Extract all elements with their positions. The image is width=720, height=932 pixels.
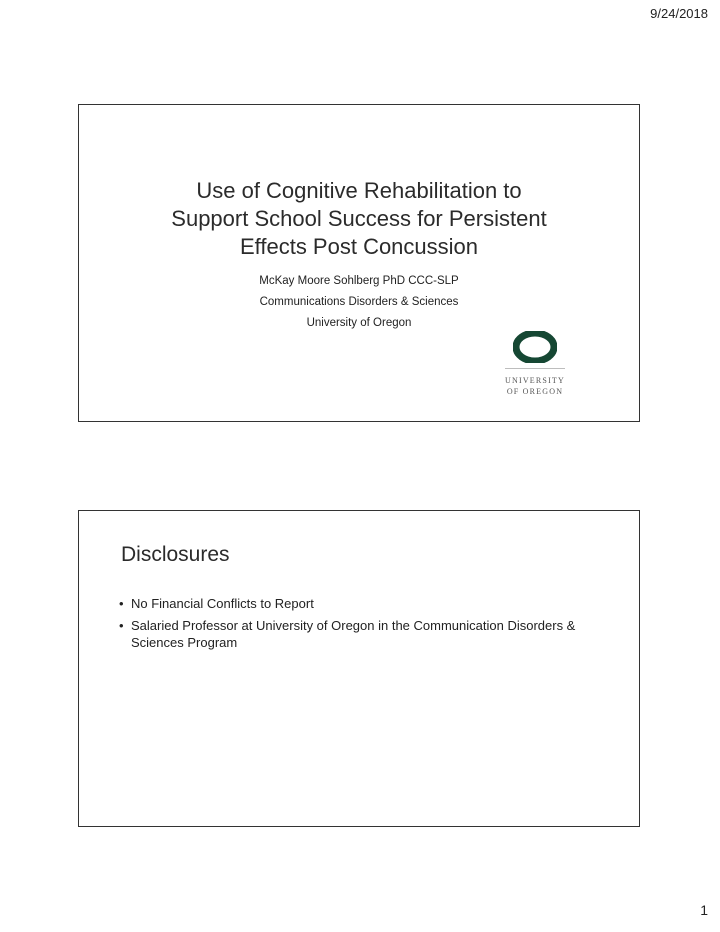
slide-title-line: Use of Cognitive Rehabilitation to (196, 178, 522, 203)
list-item (119, 617, 589, 651)
department-name: Communications Disorders & Sciences (259, 296, 459, 308)
slide-title (79, 177, 639, 261)
logo-text-line: UNIVERSITY (505, 376, 565, 385)
oregon-o-icon (513, 331, 557, 363)
bullet-list (119, 595, 589, 656)
slide-title-line: Support School Success for Persistent (171, 206, 547, 231)
logo-divider (505, 368, 565, 369)
bullet-icon: • (119, 596, 124, 611)
slide-title-line: Effects Post Concussion (239, 234, 479, 259)
slide-title: Disclosures (121, 543, 230, 566)
page-date: 9/24/2018 (650, 6, 708, 21)
slide-title-card (78, 104, 640, 422)
university-name: University of Oregon (306, 317, 412, 329)
bullet-icon: • (119, 618, 124, 633)
slide-disclosures (78, 510, 640, 827)
author-name: McKay Moore Sohlberg PhD CCC-SLP (259, 275, 459, 287)
list-item (119, 595, 589, 612)
page-number: 1 (700, 902, 708, 918)
university-logo (503, 331, 567, 397)
list-item-text: No Financial Conflicts to Report (131, 596, 314, 611)
list-item-text: Salaried Professor at University of Oregon in the Communication Disorders & Sciences Program (131, 618, 576, 650)
logo-text-line: OF OREGON (506, 387, 564, 396)
